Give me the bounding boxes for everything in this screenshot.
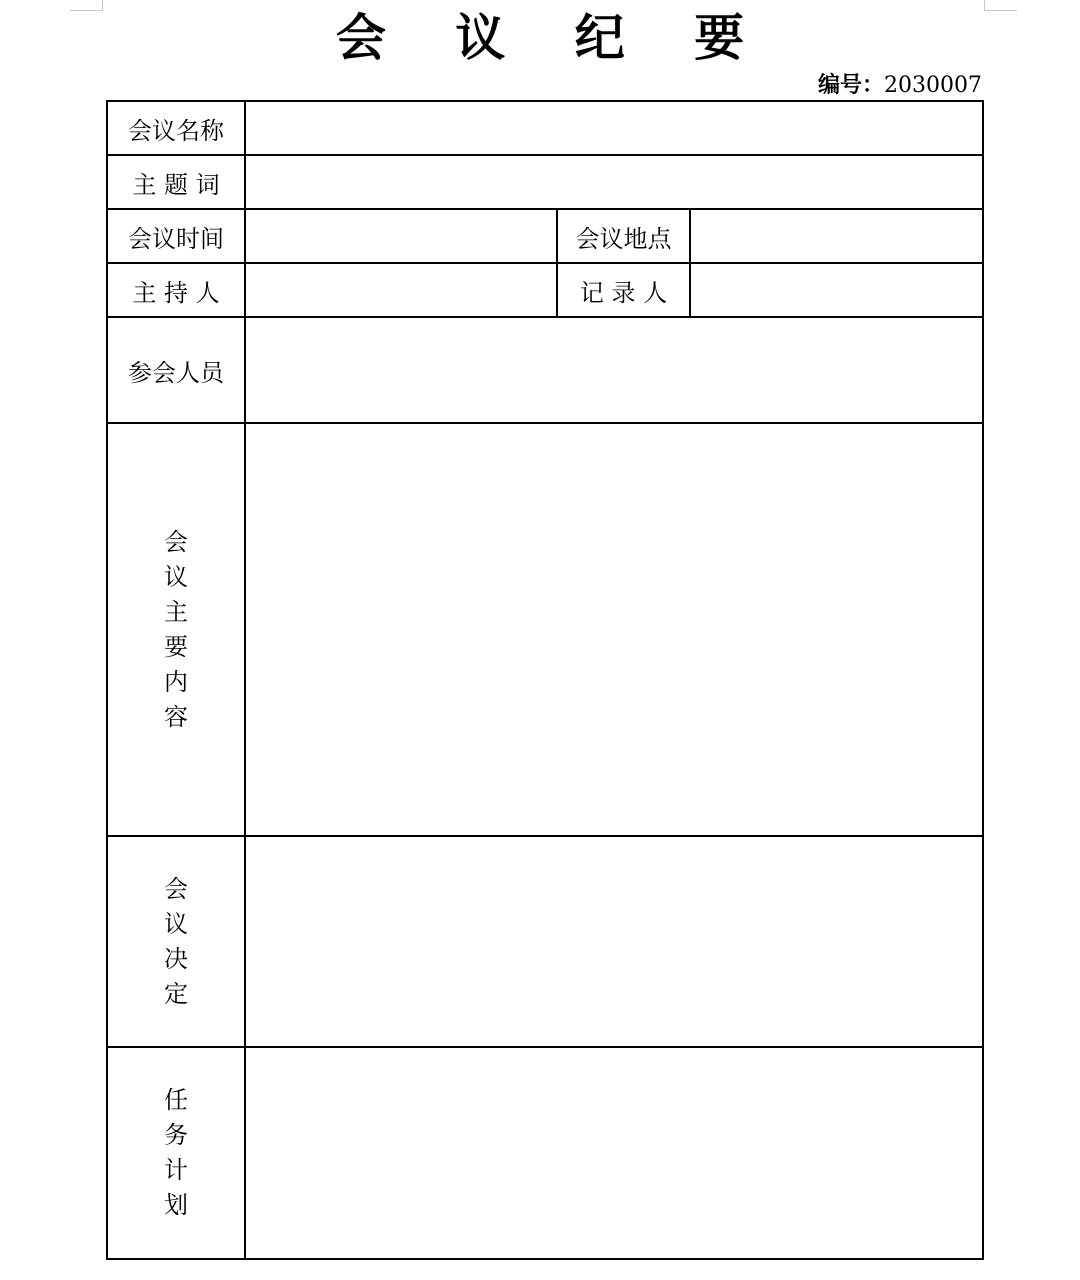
meeting-minutes-form bbox=[106, 100, 984, 1260]
meeting-time-field[interactable] bbox=[245, 209, 557, 263]
main-content-label-cell bbox=[107, 423, 245, 836]
decisions-field[interactable] bbox=[245, 836, 983, 1047]
row-meeting-name bbox=[107, 101, 983, 155]
row-attendees bbox=[107, 317, 983, 423]
task-plan-field[interactable] bbox=[245, 1047, 983, 1259]
meeting-location-field[interactable] bbox=[690, 209, 983, 263]
meeting-name-field[interactable] bbox=[245, 101, 983, 155]
attendees-field[interactable] bbox=[245, 317, 983, 423]
attendees-label: 参会人员 bbox=[107, 317, 245, 423]
decisions-label-cell bbox=[107, 836, 245, 1047]
topic-field[interactable] bbox=[245, 155, 983, 209]
row-task-plan bbox=[107, 1047, 983, 1259]
meeting-location-label: 会议地点 bbox=[557, 209, 690, 263]
row-main-content bbox=[107, 423, 983, 836]
main-content-field[interactable] bbox=[245, 423, 983, 836]
recorder-field[interactable] bbox=[690, 263, 983, 317]
recorder-label: 记 录 人 bbox=[557, 263, 690, 317]
document-number bbox=[818, 70, 982, 101]
row-topic bbox=[107, 155, 983, 209]
topic-label: 主 题 词 bbox=[107, 155, 245, 209]
row-decisions bbox=[107, 836, 983, 1047]
host-field[interactable] bbox=[245, 263, 557, 317]
decisions-label: 会议决定 bbox=[164, 874, 188, 1008]
row-host-recorder bbox=[107, 263, 983, 317]
row-time-location bbox=[107, 209, 983, 263]
task-plan-label-cell bbox=[107, 1047, 245, 1259]
document-number-value: 2030007 bbox=[884, 73, 982, 98]
meeting-time-label: 会议时间 bbox=[107, 209, 245, 263]
host-label: 主 持 人 bbox=[107, 263, 245, 317]
meeting-name-label: 会议名称 bbox=[107, 101, 245, 155]
document-number-label: 编号： bbox=[818, 72, 885, 98]
main-content-label: 会议主要内容 bbox=[164, 527, 188, 731]
document-title: 会 议 纪 要 bbox=[335, 8, 771, 67]
task-plan-label: 任务计划 bbox=[164, 1086, 188, 1219]
